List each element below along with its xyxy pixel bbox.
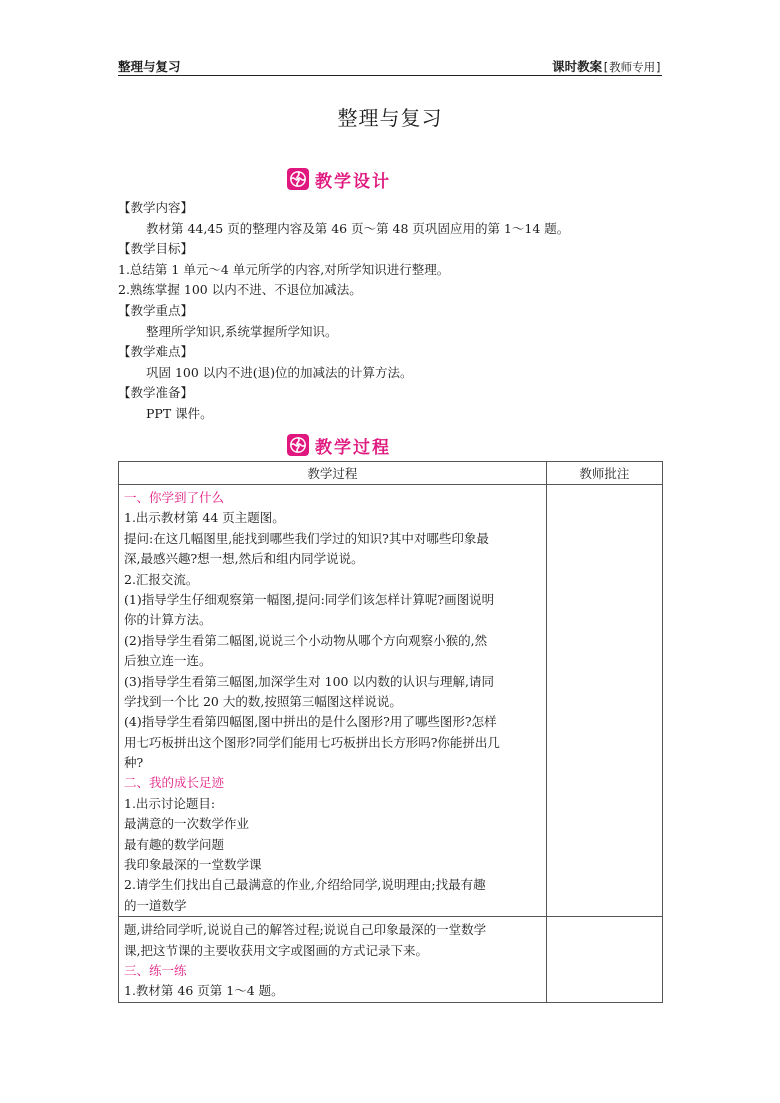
text-line: 【教学重点】 [118,302,194,318]
teaching-process-table [118,461,663,1003]
text-line: 学找到一个比 20 大的数,按照第三幅图这样说说。 [124,693,402,709]
text-line: 你的计算方法。 [124,612,212,628]
text-line: 最有趣的数学问题 [124,836,225,852]
text-line: 课,把这节课的主要收获用文字或图画的方式记录下来。 [124,942,428,958]
page-title: 整理与复习 [337,106,443,130]
design-banner [287,166,391,192]
text-line: 1.出示教材第 44 页主题图。 [124,510,285,526]
header-left-title: 整理与复习 [118,59,181,74]
process-cell [119,917,547,1003]
text-line: PPT 课件。 [146,405,213,421]
table-row [119,917,663,1003]
text-line: 1.出示讨论题目: [124,795,216,811]
text-line: 用七巧板拼出这个图形?同学们能用七巧板拼出长方形吗?你能拼出几 [124,734,500,750]
column-header-notes: 教师批注 [546,462,662,485]
swirl-logo-icon [287,168,309,190]
text-line: 【教学目标】 [118,241,194,257]
text-line: (2)指导学生看第二幅图,说说三个小动物从哪个方向观察小猴的,然 [124,632,488,648]
column-header-process: 教学过程 [119,462,547,485]
table-row [119,485,663,917]
text-line: 教材第 44,45 页的整理内容及第 46 页〜第 48 页巩固应用的第 1〜14 题。 [146,220,570,236]
text-line: 种? [124,755,144,771]
text-line: 整理所学知识,系统掌握所学知识。 [146,323,338,339]
section-heading: 二、我的成长足迹 [124,775,225,791]
section-heading: 三、练一练 [124,962,187,978]
process-banner [287,432,391,458]
text-line: 深,最感兴趣?想一想,然后和组内同学说说。 [124,551,364,567]
text-line: 【教学内容】 [118,200,194,215]
text-line: (4)指导学生看第四幅图,图中拼出的是什么图形?用了哪些图形?怎样 [124,714,497,730]
text-line: 巩固 100 以内不进(退)位的加减法的计算方法。 [146,364,413,380]
section-heading: 一、你学到了什么 [124,490,225,505]
table-header-row [119,462,663,485]
text-line: 2.熟练掌握 100 以内不进、不退位加减法。 [118,282,362,298]
text-line: 最满意的一次数学作业 [124,816,250,832]
text-line: 后独立连一连。 [124,653,212,669]
notes-cell [546,917,662,1003]
text-line: 【教学准备】 [118,385,194,401]
text-line: 1.总结第 1 单元〜4 单元所学的内容,对所学知识进行整理。 [118,261,450,277]
notes-cell [546,485,662,917]
text-line: 我印象最深的一堂数学课 [124,857,262,873]
teaching-design-section [118,198,678,425]
text-line: 2.请学生们找出自己最满意的作业,介绍给同学,说明理由;找最有趣 [124,877,486,893]
text-line: 2.汇报交流。 [124,571,199,587]
process-cell [119,485,547,917]
header-right-title: 课时教案 [552,59,603,74]
text-line: 提问:在这几幅图里,能找到哪些我们学过的知识?其中对哪些印象最 [124,530,489,546]
text-line: (3)指导学生看第三幅图,加深学生对 100 以内数的认识与理解,请同 [124,673,494,689]
header-right-sub: [教师专用] [602,60,662,74]
text-line: 1.教材第 46 页第 1〜4 题。 [124,983,284,999]
header-right [552,57,662,75]
text-line: 【教学难点】 [118,344,194,360]
design-banner-label: 教学设计 [315,171,391,192]
page-header [118,55,662,76]
text-line: 题,讲给同学听,说说自己的解答过程;说说自己印象最深的一堂数学 [124,922,487,938]
swirl-logo-icon [287,434,309,456]
text-line: (1)指导学生仔细观察第一幅图,提问:同学们该怎样计算呢?画图说明 [124,591,495,607]
process-banner-label: 教学过程 [315,437,391,458]
text-line: 的一道数学 [124,897,187,913]
